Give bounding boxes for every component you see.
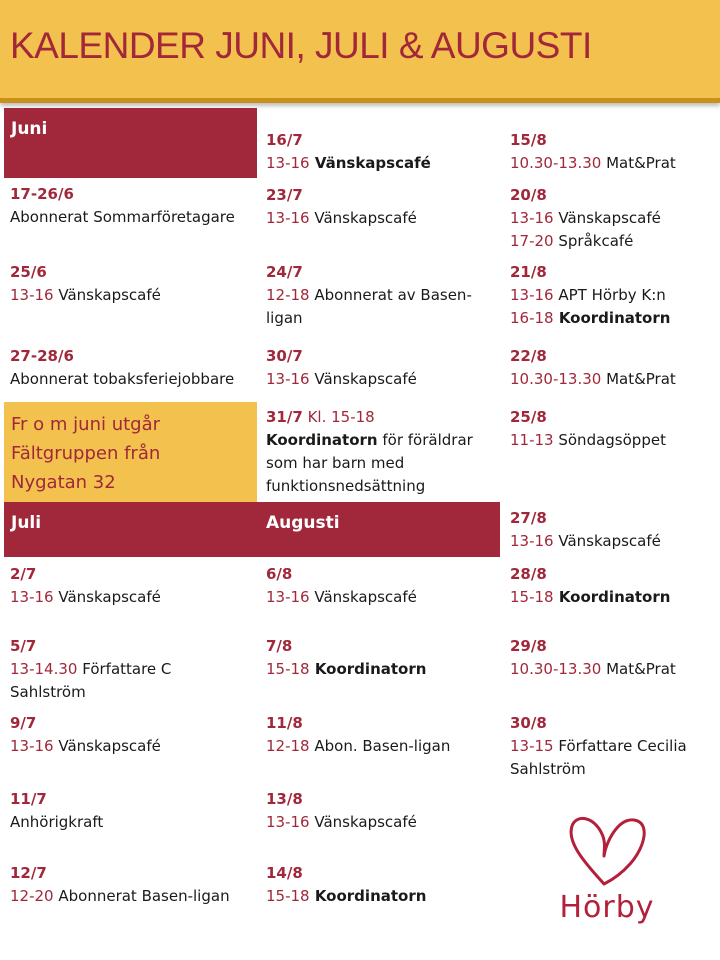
note-line: Nygatan 32 <box>11 472 116 493</box>
entry-time: 13-16 <box>266 370 310 388</box>
entry-text: Författare C <box>77 660 172 678</box>
entry-time: 13-16 <box>510 286 554 304</box>
entry-date: 27-28/6 <box>10 347 74 365</box>
entry-time: 13-16 <box>266 813 310 831</box>
entry-time: 12-20 <box>10 887 54 905</box>
entry-text: Koordinatorn <box>309 660 427 678</box>
entry-time: 13-15 <box>510 737 554 755</box>
entry-date: 25/6 <box>10 263 47 281</box>
entry-date: 29/8 <box>510 637 547 655</box>
entry-date: 25/8 <box>510 408 547 426</box>
entry-text: Vänskapscafé <box>309 370 417 388</box>
entry-time: 15-18 <box>266 887 310 905</box>
entry-text: Vänskapscafé <box>309 588 417 606</box>
calendar-entry <box>10 862 230 908</box>
entry-time: 13-16 <box>510 209 554 227</box>
calendar-entry <box>10 261 161 307</box>
entry-text: Koordinatorn <box>553 309 671 327</box>
info-note <box>4 402 257 502</box>
calendar-entry <box>10 183 235 229</box>
calendar-entry <box>510 635 676 681</box>
entry-time: 10.30-13.30 <box>510 154 602 172</box>
entry-date: 12/7 <box>10 864 47 882</box>
entry-time: 13-16 <box>10 737 54 755</box>
entry-text: Anhörigkraft <box>10 813 104 831</box>
calendar-entry <box>266 712 450 758</box>
entry-time: 11-13 <box>510 431 554 449</box>
logo-text: Hörby <box>559 890 655 925</box>
entry-text: för föräldrar <box>377 431 473 449</box>
calendar-entry <box>510 406 666 452</box>
entry-text: Koordinatorn <box>266 431 378 449</box>
header-banner <box>0 0 720 103</box>
entry-date: 20/8 <box>510 186 547 204</box>
entry-text: Vänskapscafé <box>553 209 661 227</box>
entry-date: 27/8 <box>510 509 547 527</box>
calendar-entry <box>266 563 417 609</box>
entry-date: 15/8 <box>510 131 547 149</box>
calendar-entry <box>510 129 676 175</box>
entry-text: Vänskapscafé <box>309 813 417 831</box>
entry-time: 13-14.30 <box>10 660 78 678</box>
entry-text: Söndagsöppet <box>553 431 666 449</box>
entry-date: 28/8 <box>510 565 547 583</box>
entry-date: 13/8 <box>266 790 303 808</box>
note-line: Fr o m juni utgår <box>11 414 161 435</box>
calendar-entry <box>10 788 103 834</box>
entry-text: Sahlström <box>10 683 86 701</box>
calendar-entry <box>266 788 417 834</box>
calendar-entry <box>10 635 171 704</box>
entry-text: Abonnerat av Basen- <box>309 286 472 304</box>
month-label-augusti: Augusti <box>266 513 340 533</box>
entry-text: Abonnerat tobaksferiejobbare <box>10 370 235 388</box>
month-band-juni <box>4 108 257 178</box>
calendar-entry <box>510 184 661 253</box>
note-line: Fältgruppen från <box>11 443 161 464</box>
calendar-entry <box>10 712 161 758</box>
calendar-entry <box>10 345 234 391</box>
calendar-entry <box>266 406 473 498</box>
entry-text: ligan <box>266 309 303 327</box>
entry-text: Språkcafé <box>553 232 634 250</box>
entry-time: 13-16 <box>10 588 54 606</box>
entry-time: 15-18 <box>266 660 310 678</box>
entry-date: 22/8 <box>510 347 547 365</box>
calendar-entry <box>510 261 670 330</box>
entry-date: 5/7 <box>10 637 37 655</box>
entry-date: 14/8 <box>266 864 303 882</box>
calendar-entry <box>266 345 417 391</box>
entry-text: Sahlström <box>510 760 586 778</box>
entry-text: Mat&Prat <box>601 370 676 388</box>
calendar-entry <box>266 129 431 175</box>
entry-text: Vänskapscafé <box>53 737 161 755</box>
entry-date: 30/7 <box>266 347 303 365</box>
entry-date: 9/7 <box>10 714 37 732</box>
entry-date: 31/7 <box>266 408 303 426</box>
entry-time: 15-18 <box>510 588 554 606</box>
calendar-entry <box>510 507 661 553</box>
entry-date: 23/7 <box>266 186 303 204</box>
entry-text: Koordinatorn <box>309 887 427 905</box>
entry-date: 21/8 <box>510 263 547 281</box>
entry-time: 12-18 <box>266 286 310 304</box>
entry-time: 10.30-13.30 <box>510 660 602 678</box>
entry-time: 12-18 <box>266 737 310 755</box>
calendar-entry <box>266 184 417 230</box>
entry-text: som har barn med <box>266 454 405 472</box>
entry-date: 2/7 <box>10 565 37 583</box>
entry-time: 13-16 <box>510 532 554 550</box>
entry-text: Abonnerat Sommarföretagare <box>10 208 235 226</box>
entry-text: Vänskapscafé <box>309 209 417 227</box>
entry-text: Koordinatorn <box>553 588 671 606</box>
entry-text: Vänskapscafé <box>309 154 431 172</box>
entry-time: 13-16 <box>266 209 310 227</box>
entry-text: Mat&Prat <box>601 154 676 172</box>
entry-date: 11/8 <box>266 714 303 732</box>
entry-date: 16/7 <box>266 131 303 149</box>
entry-time: 13-16 <box>266 588 310 606</box>
calendar-entry <box>10 563 161 609</box>
entry-text: APT Hörby K:n <box>553 286 666 304</box>
entry-time: 13-16 <box>266 154 310 172</box>
month-label-juli: Juli <box>11 513 42 533</box>
calendar-entry <box>510 563 670 609</box>
entry-time: 16-18 <box>510 309 554 327</box>
calendar-entry <box>266 635 426 681</box>
entry-time: 17-20 <box>510 232 554 250</box>
entry-time: 13-16 <box>10 286 54 304</box>
entry-date: 24/7 <box>266 263 303 281</box>
entry-text: Vänskapscafé <box>53 588 161 606</box>
entry-time: 10.30-13.30 <box>510 370 602 388</box>
entry-text: Vänskapscafé <box>53 286 161 304</box>
entry-date: 11/7 <box>10 790 47 808</box>
entry-text: Vänskapscafé <box>553 532 661 550</box>
entry-date: 17-26/6 <box>10 185 74 203</box>
entry-date: 30/8 <box>510 714 547 732</box>
entry-text: Mat&Prat <box>601 660 676 678</box>
page-title: KALENDER JUNI, JULI & AUGUSTI <box>10 25 592 66</box>
calendar-entry <box>510 345 676 391</box>
entry-date: 6/8 <box>266 565 293 583</box>
entry-text: funktionsnedsättning <box>266 477 426 495</box>
entry-date: 7/8 <box>266 637 293 655</box>
entry-time: Kl. 15-18 <box>302 408 375 426</box>
entry-text: Författare Cecilia <box>553 737 687 755</box>
calendar-entry <box>510 712 687 781</box>
entry-text: Abon. Basen-ligan <box>309 737 451 755</box>
entry-text: Abonnerat Basen-ligan <box>53 887 230 905</box>
month-label-juni: Juni <box>11 119 48 139</box>
calendar-entry <box>266 261 472 330</box>
month-band-juli-augusti <box>4 502 500 557</box>
calendar-entry <box>266 862 426 908</box>
